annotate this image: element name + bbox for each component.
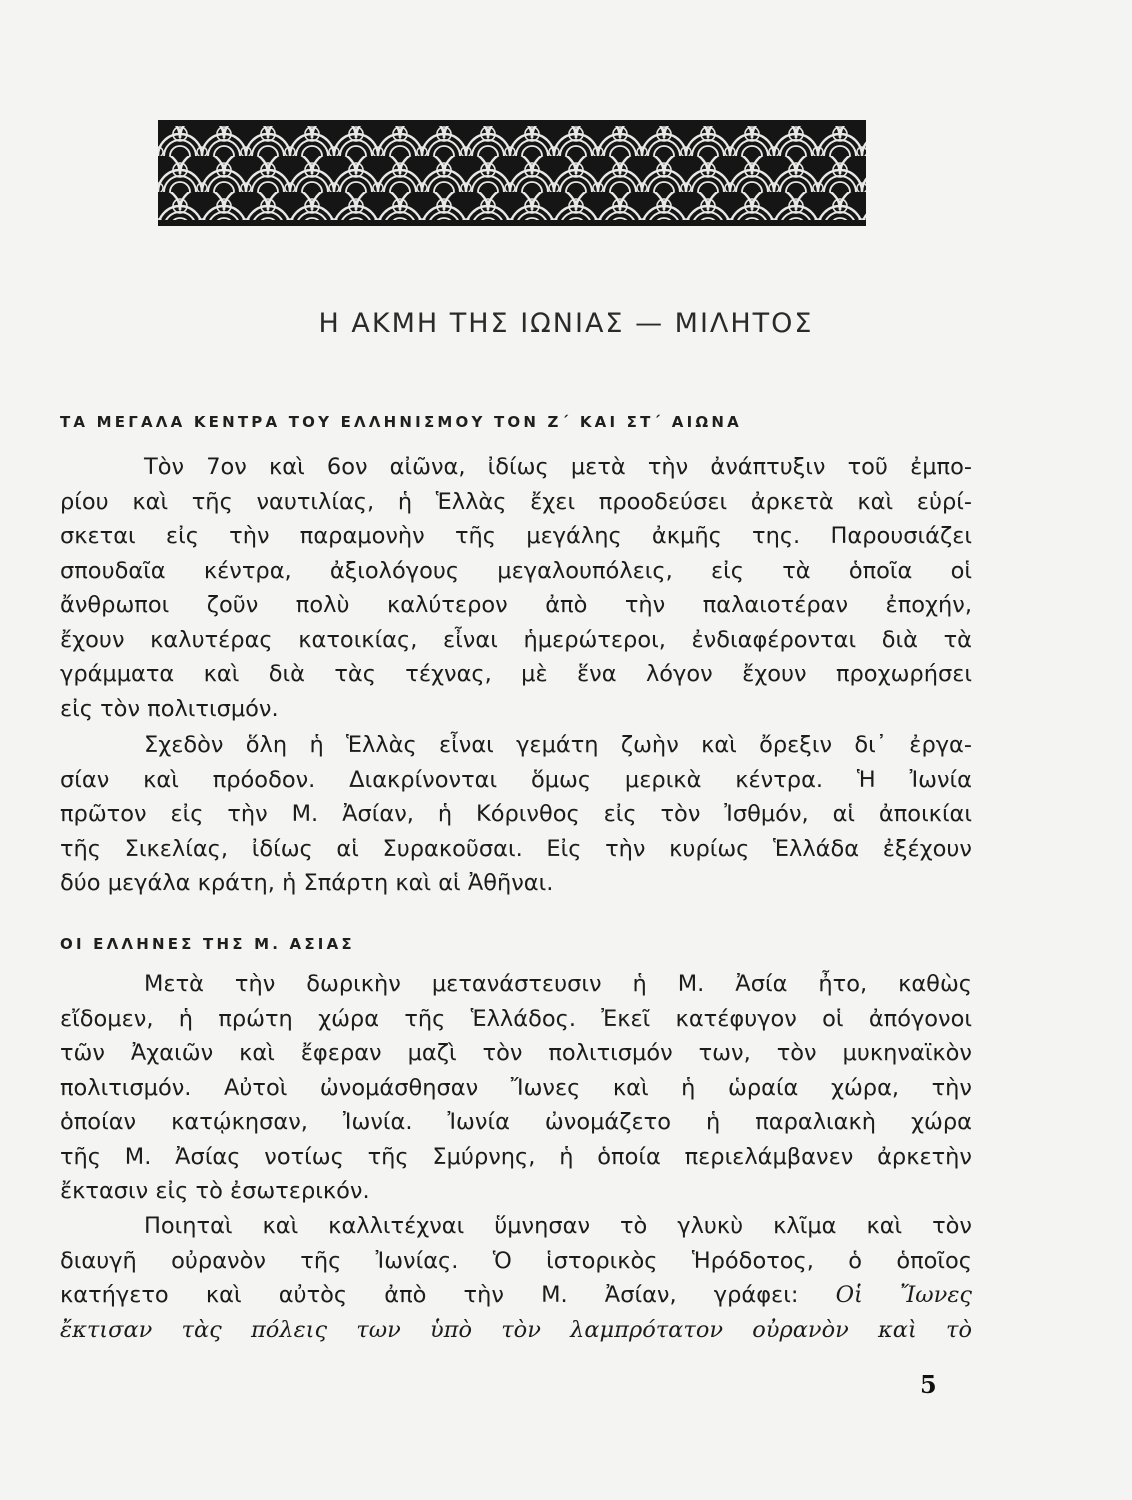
text-line: Τὸν 7ον καὶ 6ον αἰῶνα, ἰδίως μετὰ τὴν ἀνάπτυξιν τοῦ ἐμπο- (144, 454, 972, 480)
text-line: εἰς τὸν πολιτισμόν. (60, 695, 279, 722)
text-line: κατήγετο καὶ αὐτὸς ἀπὸ τὴν Μ. Ἀσίαν, γράφει: (60, 1282, 799, 1308)
chapter-title: Η ΑΚΜΗ ΤΗΣ ΙΩΝΙΑΣ — ΜΙΛΗΤΟΣ (318, 308, 814, 339)
page-number: 5 (920, 1370, 937, 1399)
text-line: ρίου καὶ τῆς ναυτιλίας, ἡ Ἑλλὰς ἔχει προοδεύσει ἀρκετὰ καὶ εὑρί- (60, 488, 972, 515)
text-line: ἔκτασιν εἰς τὸ ἐσωτερικόν. (60, 1178, 370, 1204)
text-line: πρῶτον εἰς τὴν Μ. Ἀσίαν, ἡ Κόρινθος εἰς τὸν Ἰσθμόν, αἱ ἀποικίαι (60, 801, 972, 827)
text-line: εἴδομεν, ἡ πρώτη χώρα τῆς Ἑλλάδος. Ἐκεῖ κατέφυγον οἱ ἀπόγονοι (60, 1005, 972, 1032)
text-line: ἔχουν καλυτέρας κατοικίας, εἶναι ἡμερώτεροι, ἐνδιαφέρονται διὰ τὰ (60, 626, 972, 653)
herodotus-quote-line: ἔκτισαν τὰς πόλεις των ὑπὸ τὸν λαμπρότατον οὐρανὸν καὶ τὸ (60, 1316, 972, 1343)
text-line: σίαν καὶ πρόοδον. Διακρίνονται ὅμως μερικὰ κέντρα. Ἡ Ἰωνία (60, 766, 972, 793)
text-line: τῶν Ἀχαιῶν καὶ ἔφεραν μαζὶ τὸν πολιτισμόν των, τὸν μυκηναϊκὸν (60, 1040, 972, 1066)
paragraph-1 (60, 450, 972, 726)
paragraph-2 (60, 728, 972, 901)
text-line: ἄνθρωποι ζοῦν πολὺ καλύτερον ἀπὸ τὴν παλαιοτέραν ἐποχήν, (60, 592, 972, 618)
paragraph-4 (60, 1209, 972, 1347)
text-line: δύο μεγάλα κράτη, ἡ Σπάρτη καὶ αἱ Ἀθῆναι. (60, 870, 554, 896)
paragraph-3 (60, 967, 972, 1209)
text-line: πολιτισμόν. Αὐτοὶ ὠνομάσθησαν Ἴωνες καὶ ἡ ὡραία χώρα, τὴν (60, 1074, 972, 1101)
text-line: διαυγῆ οὐρανὸν τῆς Ἰωνίας. Ὁ ἱστορικὸς Ἡρόδοτος, ὁ ὁποῖος (60, 1247, 972, 1274)
section-heading-great-centers: ΤΑ ΜΕΓΑΛΑ ΚΕΝΤΡΑ ΤΟΥ ΕΛΛΗΝΙΣΜΟΥ ΤΟΝ Ζ΄ ΚΑΙ ΣΤ΄ ΑΙΩΝΑ (60, 413, 742, 431)
text-line: Σχεδὸν ὅλη ἡ Ἑλλὰς εἶναι γεμάτη ζωὴν καὶ ὄρεξιν δι᾽ ἐργα- (144, 732, 972, 758)
text-line: Μετὰ τὴν δωρικὴν μετανάστευσιν ἡ Μ. Ἀσία ἦτο, καθὼς (144, 971, 972, 997)
wave-scale-ornament-icon (158, 120, 866, 226)
text-line: ὁποίαν κατῴκησαν, Ἰωνία. Ἰωνία ὠνομάζετο ἡ παραλιακὴ χώρα (60, 1109, 972, 1135)
text-line: γράμματα καὶ διὰ τὰς τέχνας, μὲ ἕνα λόγον ἔχουν προχωρήσει (60, 661, 972, 687)
section-heading-greeks-asia-minor: ΟΙ ΕΛΛΗΝΕΣ ΤΗΣ Μ. ΑΣΙΑΣ (60, 935, 355, 953)
text-line: τῆς Μ. Ἀσίας νοτίως τῆς Σμύρνης, ἡ ὁποία περιελάμβανεν ἀρκετὴν (60, 1143, 972, 1170)
text-line: τῆς Σικελίας, ἰδίως αἱ Συρακοῦσαι. Εἰς τὴν κυρίως Ἑλλάδα ἐξέχουν (60, 835, 972, 862)
text-line: Ποιηταὶ καὶ καλλιτέχναι ὕμνησαν τὸ γλυκὺ κλῖμα καὶ τὸν (144, 1213, 972, 1239)
herodotus-quote-start: Οἱ Ἴωνες (835, 1282, 972, 1308)
text-line: σπουδαῖα κέντρα, ἀξιολόγους μεγαλουπόλεις, εἰς τὰ ὁποῖα οἱ (60, 557, 972, 584)
text-line: σκεται εἰς τὴν παραμονὴν τῆς μεγάλης ἀκμῆς της. Παρουσιάζει (60, 523, 972, 549)
text-line-with-quote (60, 1278, 972, 1313)
